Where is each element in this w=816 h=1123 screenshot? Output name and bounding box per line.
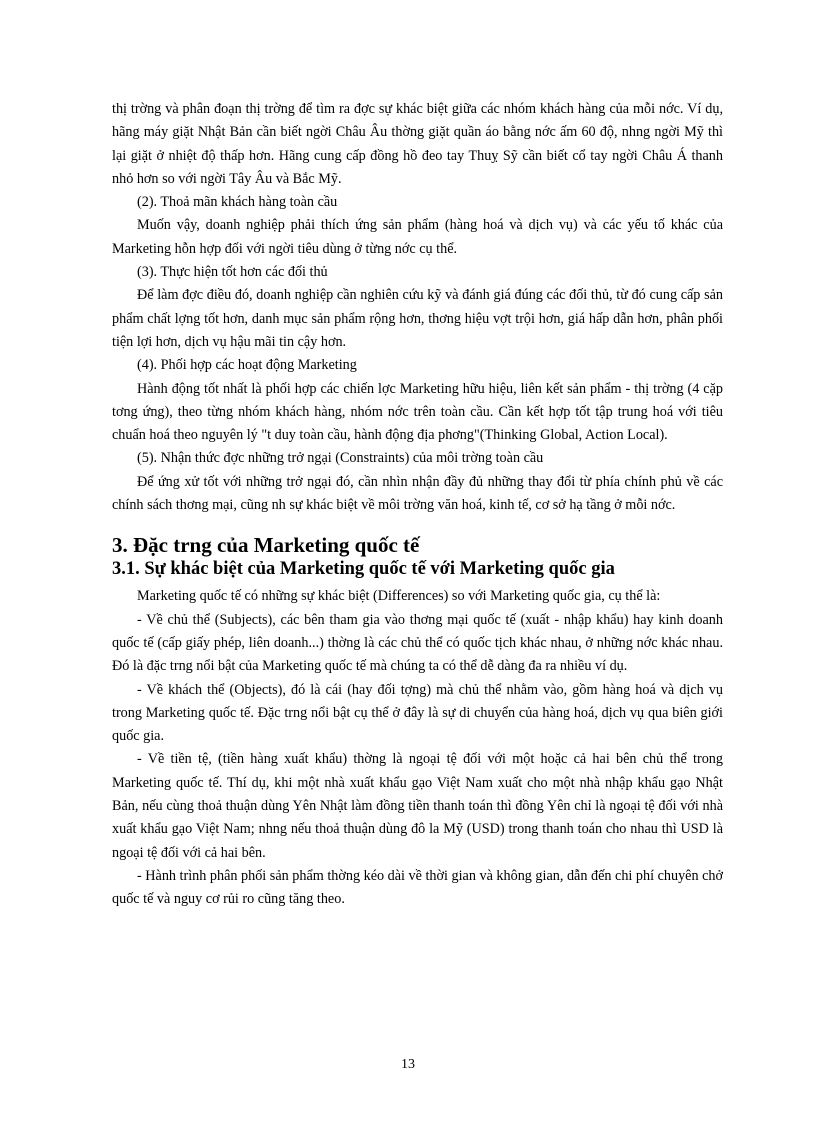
section-heading: 3. Đặc trng của Marketing quốc tế — [112, 533, 420, 558]
paragraph-differences-intro: Marketing quốc tế có những sự khác biệt (Differences) so với Marketing quốc gia, cụ thể là: — [137, 588, 661, 605]
page-body — [112, 98, 723, 912]
page-number: 13 — [401, 1057, 415, 1072]
paragraph-subjects: - Về chủ thể (Subjects), các bên tham gia vào thơng mại quốc tế (xuất - nhập khẩu) hay kinh doanh quốc tế (cấp giấy phép, liên doanh...) thờng là các chủ thể có quốc tịch khác nhau, ở những nớc khác nhau. Đó là đặc trng nổi bật của Marketing quốc tế mà chúng ta có thể dễ dàng đa ra nhiều ví dụ. — [112, 611, 723, 675]
paragraph-point-2: Muốn vậy, doanh nghiệp phải thích ứng sản phẩm (hàng hoá và dịch vụ) và các yếu tố khác của Marketing hỗn hợp đối với ngời tiêu dùng ở từng nớc cụ thể. — [112, 217, 723, 257]
subsection-heading: 3.1. Sự khác biệt của Marketing quốc tế với Marketing quốc gia — [112, 559, 615, 580]
paragraph-objects: - Về khách thể (Objects), đó là cái (hay đối tợng) mà chủ thể nhằm vào, gồm hàng hoá và dịch vụ trong Marketing quốc tế. Đặc trng nổi bật cụ thể ở đây là sự di chuyển của hàng hoá, dịch vụ qua biên giới quốc gia. — [112, 681, 723, 745]
point-5-heading: (5). Nhận thức đợc những trở ngại (Constraints) của môi trờng toàn cầu — [137, 450, 544, 467]
paragraph-market-segmentation: thị trờng và phân đoạn thị trờng để tìm ra đợc sự khác biệt giữa các nhóm khách hàng của mỗi nớc. Ví dụ, hãng máy giặt Nhật Bản cần biết ngời Châu Âu thờng giặt quần áo bằng nớc ấm 60 độ, nhng ngời Mỹ thì lại giặt ở nhiệt độ thấp hơn. Hãng cung cấp đồng hồ đeo tay Thuỵ Sỹ cần biết cổ tay ngời Châu Á thanh nhỏ hơn so với ngời Tây Âu và Bắc Mỹ. — [112, 101, 723, 187]
paragraph-distribution: - Hành trình phân phối sản phẩm thờng kéo dài về thời gian và không gian, dẫn đến chi phí chuyên chở quốc tế và nguy cơ rủi ro cũng tăng theo. — [112, 867, 723, 908]
paragraph-currency: - Về tiền tệ, (tiền hàng xuất khẩu) thờng là ngoại tệ đối với một hoặc cả hai bên chủ thể trong Marketing quốc tế. Thí dụ, khi một nhà xuất khẩu gạo Việt Nam xuất cho một nhà nhập khẩu gạo Nhật Bản, nếu cùng thoả thuận dùng Yên Nhật làm đồng tiền thanh toán thì đồng Yên chỉ là ngoại tệ đối với nhà xuất khẩu gạo Việt Nam; nhng nếu thoả thuận dùng đô la Mỹ (USD) trong thanh toán cho nhau thì USD là ngoại tệ đối với cả hai bên. — [112, 751, 723, 861]
point-4-heading: (4). Phối hợp các hoạt động Marketing — [137, 357, 357, 374]
paragraph-point-5: Để ứng xử tốt với những trở ngại đó, cần nhìn nhận đầy đủ những thay đổi từ phía chính phủ về các chính sách thơng mại, cũng nh sự khác biệt về môi trờng văn hoá, kinh tế, cơ sở hạ tầng ở mỗi nớc. — [112, 473, 723, 514]
point-2-heading: (2). Thoả mãn khách hàng toàn cầu — [137, 194, 338, 211]
paragraph-point-3: Để làm đợc điều đó, doanh nghiệp cần nghiên cứu kỹ và đánh giá đúng các đối thủ, từ đó cung cấp sản phẩm chất lợng tốt hơn, danh mục sản phẩm rộng hơn, thơng hiệu vợt trội hơn, giá hấp dẫn hơn, phân phối tiện lợi hơn, dịch vụ hậu mãi tin cậy hơn. — [112, 287, 723, 350]
paragraph-point-4: Hành động tốt nhất là phối hợp các chiến lợc Marketing hữu hiệu, liên kết sản phẩm - thị trờng (4 cặp tơng ứng), theo từng nhóm khách hàng, nhóm nớc trên toàn cầu. Cần kết hợp tốt tập trung hoá với tiêu chuẩn hoá theo nguyên lý "t duy toàn cầu, hành động địa phơng"(Thinking Global, Action Local). — [112, 380, 723, 444]
point-3-heading: (3). Thực hiện tốt hơn các đối thủ — [137, 264, 328, 281]
